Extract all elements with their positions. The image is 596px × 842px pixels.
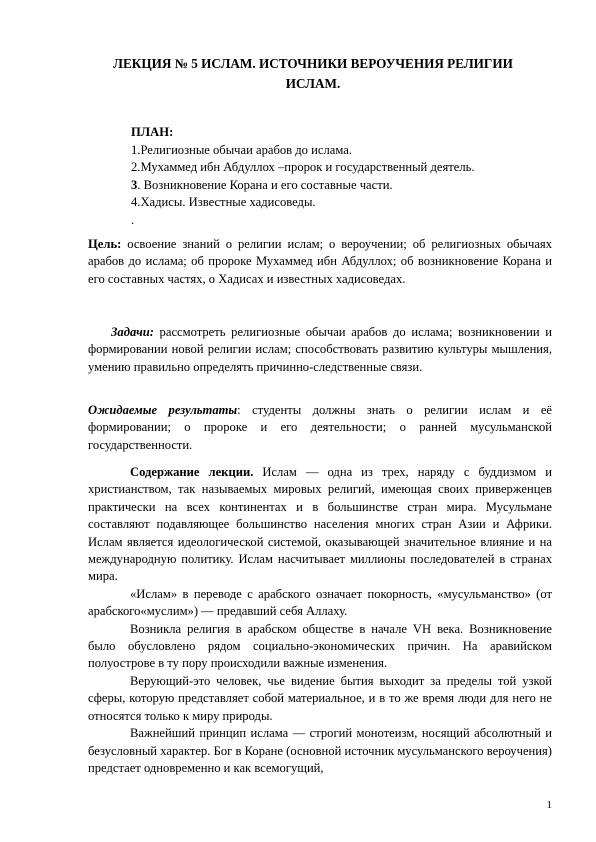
goal-paragraph: [88, 236, 552, 288]
plan-item-2: 2.Мухаммед ибн Абдуллох –пророк и государственный деятель.: [131, 160, 475, 174]
lecture-title: [88, 54, 538, 94]
plan-item-5: .: [131, 212, 135, 227]
plan-item-3-number: 3: [131, 177, 138, 192]
tasks-paragraph: [88, 324, 552, 376]
plan-section: [131, 124, 551, 229]
results-text: : студенты должны знать о религии ислам и её формировании; о пророке и его деятельности; о ранней мусульманской государственности.: [88, 403, 552, 452]
results-label: Ожидаемые результаты: [88, 403, 238, 417]
content-paragraph-2: «Ислам» в переводе с арабского означает покорность, «мусульманство» (от арабского«муслим») — предавший себя Аллаху.: [88, 586, 552, 619]
plan-item-3: [131, 177, 551, 195]
content-paragraph-1: Ислам — одна из трех, наряду с буддизмом и христианством, так называемых мировых религий, имеющая своих приверженцев практически на всех континентах и в большинстве стран мира. Мусульмане составляют подавляющее большинство населения многих стран Азии и Африки. Ислам является идеологической системой, оказывающей значительное влияние и на международную политику. Ислам насчитывает миллионы последователей в странах мира.: [88, 465, 552, 584]
content-section: [88, 464, 552, 777]
plan-heading: ПЛАН:: [131, 125, 174, 139]
content-paragraph-3: Возникла религия в арабском обществе в начале VH века. Возникновение было обусловлено рядом социально-экономических причин. На аравийском полуострове в ту пору происходили важные изменения.: [88, 621, 552, 671]
content-paragraph-5: Важнейший принцип ислама — строгий монотеизм, носящий абсолютный и безусловный характер. Бог в Коране (основной источник мусульманского вероучения) предстает одновременно и как всемогущий,: [88, 726, 552, 775]
tasks-text: рассмотреть религиозные обычаи арабов до ислама; возникновении и формировании новой религии ислам; способствовать развитию культуры мышления, умению правильно определять причинно-следственные связи.: [88, 325, 552, 374]
plan-item-4: 4.Хадисы. Известные хадисоведы.: [131, 195, 316, 209]
title-line-1: ЛЕКЦИЯ № 5 ИСЛАМ. ИСТОЧНИКИ ВЕРОУЧЕНИЯ РЕЛИГИИ: [113, 56, 513, 71]
goal-label: Цель:: [88, 237, 122, 251]
plan-item-1: 1.Религиозные обычаи арабов до ислама.: [131, 142, 352, 157]
content-paragraph-4: Верующий-это человек, чье видение бытия выходит за пределы той узкой сферы, которую представляет собой материальное, и в то же время люди для него не относятся только к миру природы.: [88, 673, 552, 723]
results-paragraph: [88, 402, 552, 454]
title-line-2: ИСЛАМ.: [285, 76, 341, 91]
content-label: Содержание лекции.: [130, 465, 254, 479]
plan-item-3-text: . Возникновение Корана и его составные части.: [137, 177, 393, 192]
goal-text: освоение знаний о религии ислам; о вероучении; об религиозных обычаях арабов до ислама; об пророке Мухаммед ибн Абдуллох; об возникновение Корана и его составных частях, о Хадисах и известных хадисоведах.: [88, 237, 552, 286]
page-number: 1: [546, 799, 552, 811]
tasks-label: Задачи:: [111, 325, 154, 339]
